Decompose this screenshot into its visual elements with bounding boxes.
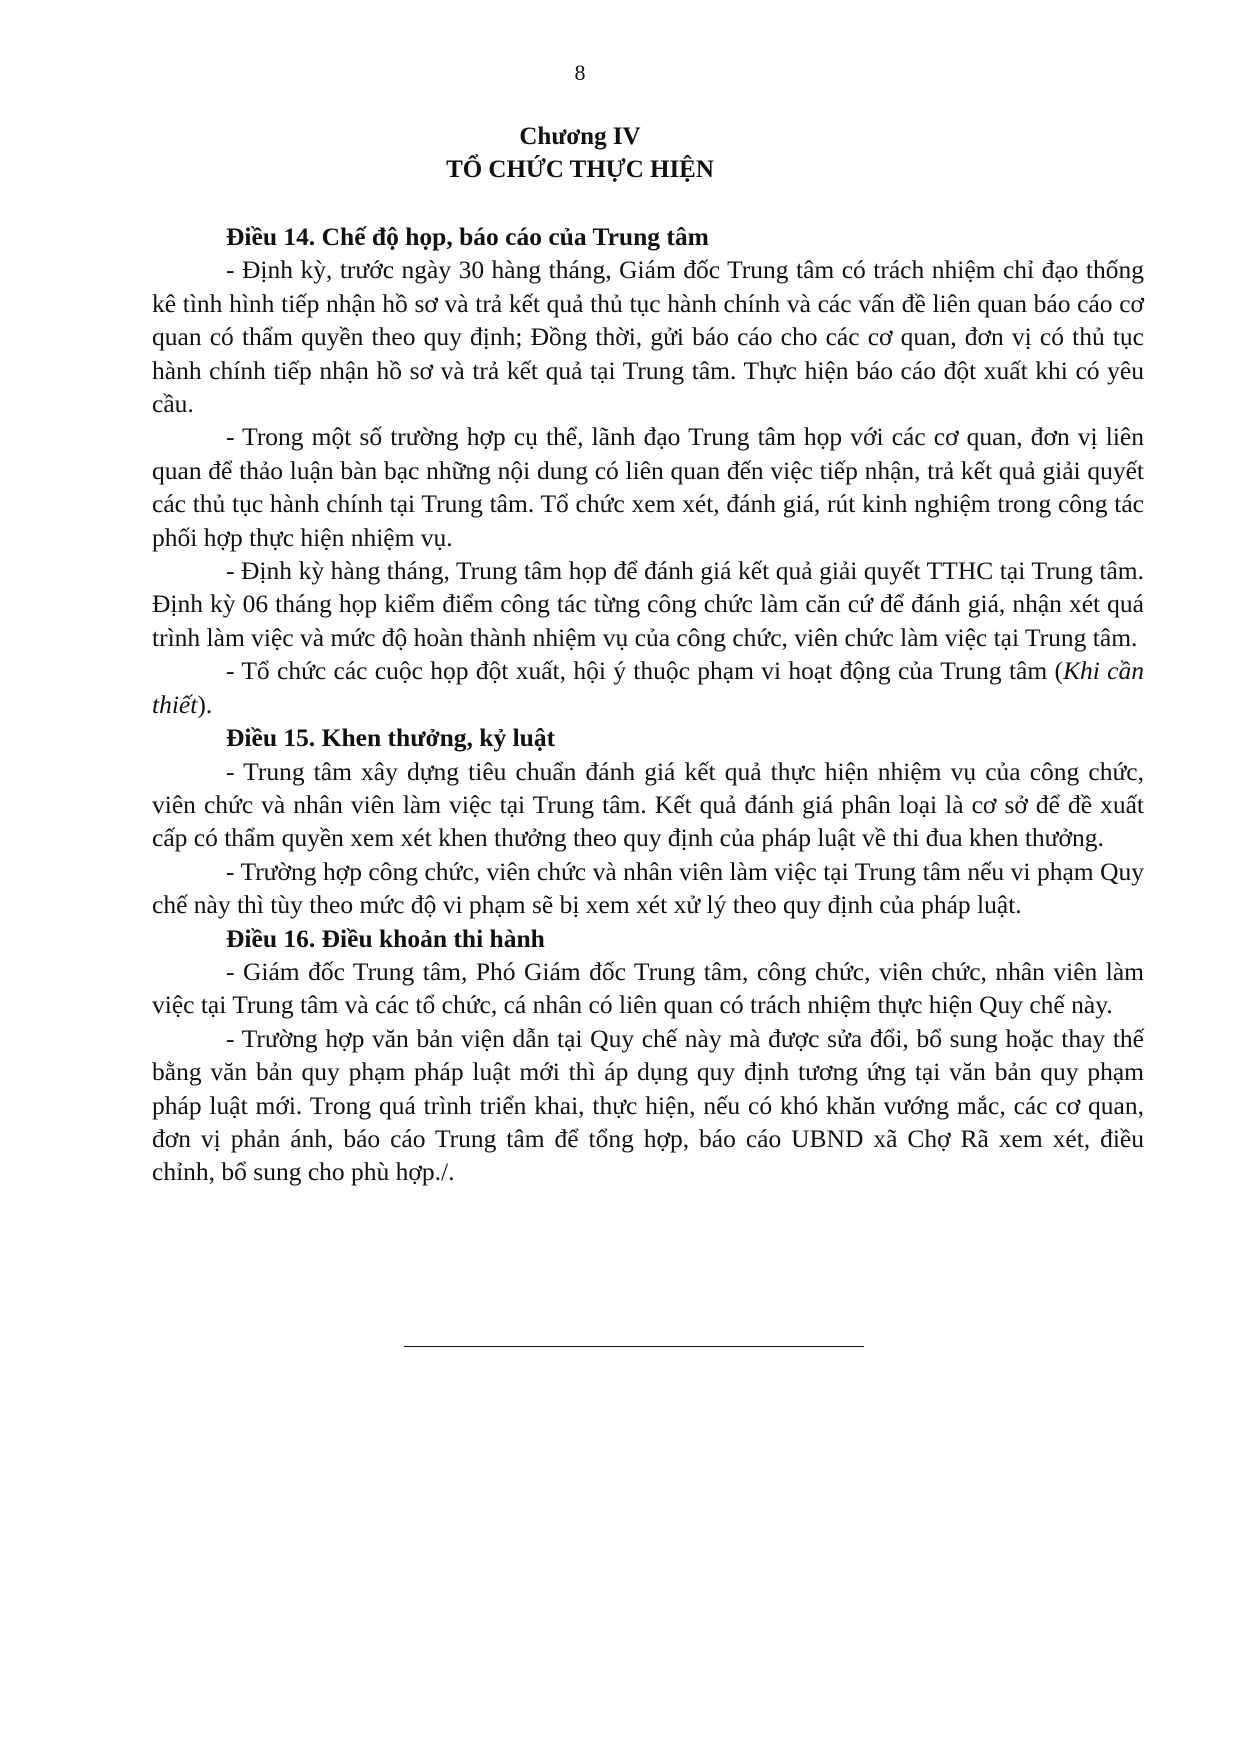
article-16-paragraph-1: - Giám đốc Trung tâm, Phó Giám đốc Trung tâm, công chức, viên chức, nhân viên làm việc tại Trung tâm và các tổ chức, cá nhân có liên quan có trách nhiệm thực hiện Quy chế này. — [152, 956, 1144, 1020]
article-14-paragraph-2: - Trong một số trường hợp cụ thể, lãnh đạo Trung tâm họp với các cơ quan, đơn vị liên quan để thảo luận bàn bạc những nội dung có liên quan đến việc tiếp nhận, trả kết quả giải quyết các thủ tục hành chính tại Trung tâm. Tổ chức xem xét, đánh giá, rút kinh nghiệm trong công tác phối hợp thực hiện nhiệm vụ. — [152, 422, 1144, 552]
article-15-paragraph-2: - Trường hợp công chức, viên chức và nhân viên làm việc tại Trung tâm nếu vi phạm Quy chế này thì tùy theo mức độ vi phạm sẽ bị xem xét xử lý theo quy định của pháp luật. — [152, 856, 1144, 920]
article-16-paragraph-2: - Trường hợp văn bản viện dẫn tại Quy chế này mà được sửa đổi, bổ sung hoặc thay thế bằng văn bản quy phạm pháp luật mới thì áp dụng quy định tương ứng tại văn bản quy phạm pháp luật mới. Trong quá trình triển khai, thực hiện, nếu có khó khăn vướng mắc, các cơ quan, đơn vị phản ánh, báo cáo Trung tâm để tổng hợp, báo cáo UBND xã Chợ Rã xem xét, điều chỉnh, bổ sung cho phù hợp./. — [152, 1023, 1144, 1187]
end-divider — [404, 1346, 864, 1347]
italic-note: Khi cần thiết — [152, 656, 1144, 719]
chapter-heading — [0, 120, 1160, 186]
chapter-title: TỔ CHỨC THỰC HIỆN — [446, 156, 714, 183]
paragraph-text: ). — [197, 689, 213, 719]
article-15-title: Điều 15. Khen thưởng, kỷ luật — [226, 723, 556, 753]
paragraph-text: - Tổ chức các cuộc họp đột xuất, hội ý thuộc phạm vi hoạt động của Trung tâm ( — [226, 656, 1063, 686]
chapter-label: Chương IV — [519, 123, 641, 150]
article-15-paragraph-1: - Trung tâm xây dựng tiêu chuẩn đánh giá kết quả thực hiện nhiệm vụ của công chức, viên chức và nhân viên làm việc tại Trung tâm. Kết quả đánh giá phân loại là cơ sở để đề xuất cấp có thẩm quyền xem xét khen thưởng theo quy định của pháp luật về thi đua khen thưởng. — [152, 756, 1144, 853]
article-14-paragraph-4 — [152, 654, 1144, 721]
article-14-title: Điều 14. Chế độ họp, báo cáo của Trung tâm — [226, 222, 709, 251]
article-14-paragraph-3: - Định kỳ hàng tháng, Trung tâm họp để đánh giá kết quả giải quyết TTHC tại Trung tâm. Định kỳ 06 tháng họp kiểm điểm công tác từng công chức làm căn cứ để đánh giá, nhận xét quá trình làm việc và mức độ hoàn thành nhiệm vụ của công chức, viên chức làm việc tại Trung tâm. — [152, 556, 1144, 652]
document-body — [152, 220, 1144, 1189]
article-16-title: Điều 16. Điều khoản thi hành — [226, 923, 545, 953]
article-14-paragraph-1: - Định kỳ, trước ngày 30 hàng tháng, Giám đốc Trung tâm có trách nhiệm chỉ đạo thống kê tình hình tiếp nhận hồ sơ và trả kết quả thủ tục hành chính và các vấn đề liên quan báo cáo cơ quan có thẩm quyền theo quy định; Đồng thời, gửi báo cáo cho các cơ quan, đơn vị có thủ tục hành chính tiếp nhận hồ sơ và trả kết quả tại Trung tâm. Thực hiện báo cáo đột xuất khi có yêu cầu. — [152, 255, 1144, 419]
page-number: 8 — [574, 60, 586, 85]
